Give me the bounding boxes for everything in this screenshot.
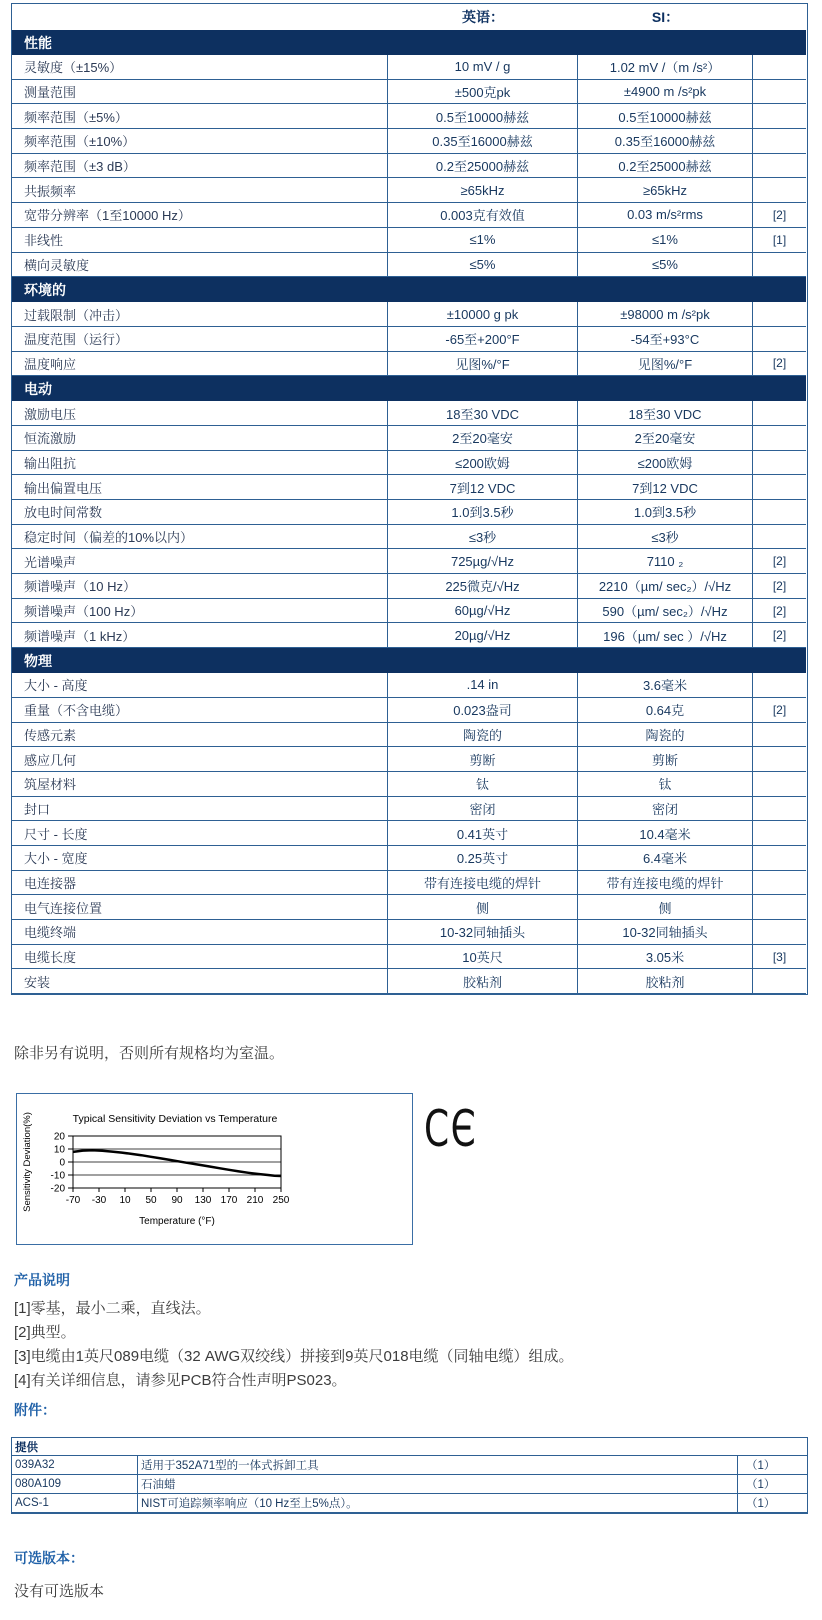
spec-label: 测量范围 bbox=[12, 80, 388, 105]
spec-value-english: ≤200欧姆 bbox=[388, 451, 578, 476]
spec-value-english: 725µg/√Hz bbox=[388, 549, 578, 574]
spec-value-si: ≤1% bbox=[578, 228, 753, 253]
spec-label: 频谱噪声（100 Hz） bbox=[12, 599, 388, 624]
spec-value-english: 胶粘剂 bbox=[388, 969, 578, 994]
spec-label: 电缆长度 bbox=[12, 945, 388, 970]
spec-value-english: 0.25英寸 bbox=[388, 846, 578, 871]
spec-value-si: -54至+93°C bbox=[578, 327, 753, 352]
accessories-table-header: 提供 bbox=[12, 1438, 807, 1456]
spec-value-si: 见图%/°F bbox=[578, 352, 753, 377]
spec-value-si: ±98000 m /s²pk bbox=[578, 302, 753, 327]
optional-versions-text: 没有可选版本 bbox=[14, 1583, 105, 1600]
spec-note-ref bbox=[753, 797, 806, 822]
room-temperature-note: 除非另有说明，否则所有规格均为室温。 bbox=[14, 1045, 285, 1062]
spec-value-english: ≤3秒 bbox=[388, 525, 578, 550]
spec-value-si: 2至20毫安 bbox=[578, 426, 753, 451]
chart-ytick-label: 20 bbox=[53, 1131, 65, 1143]
spec-note-ref bbox=[753, 920, 806, 945]
spec-label: 非线性 bbox=[12, 228, 388, 253]
spec-note-ref: [3] bbox=[753, 945, 806, 970]
spec-label: 激励电压 bbox=[12, 401, 388, 426]
spec-note-ref bbox=[753, 178, 806, 203]
spec-value-si: 0.64克 bbox=[578, 698, 753, 723]
spec-value-english: 密闭 bbox=[388, 797, 578, 822]
sensitivity-deviation-chart bbox=[16, 1093, 413, 1245]
spec-label: 尺寸 - 长度 bbox=[12, 821, 388, 846]
spec-note-ref bbox=[753, 401, 806, 426]
spec-note-ref bbox=[753, 500, 806, 525]
spec-label: 灵敏度（±15%） bbox=[12, 55, 388, 80]
chart-series-line bbox=[73, 1150, 281, 1176]
chart-xlabel: Temperature (°F) bbox=[139, 1216, 215, 1227]
spec-value-english: 剪断 bbox=[388, 747, 578, 772]
spec-value-english: 0.35至16000赫兹 bbox=[388, 129, 578, 154]
spec-note-ref bbox=[753, 846, 806, 871]
spec-value-si: 侧 bbox=[578, 895, 753, 920]
spec-value-si: 10-32同轴插头 bbox=[578, 920, 753, 945]
chart-ytick-label: 0 bbox=[59, 1157, 65, 1169]
spec-value-si: 密闭 bbox=[578, 797, 753, 822]
spec-col-label-spacer bbox=[12, 4, 388, 30]
accessory-description: 石油蜡 bbox=[138, 1475, 738, 1494]
spec-value-english: 钛 bbox=[388, 772, 578, 797]
accessory-code: 039A32 bbox=[12, 1456, 138, 1475]
spec-value-english: 0.2至25000赫兹 bbox=[388, 154, 578, 179]
spec-label: 频谱噪声（10 Hz） bbox=[12, 574, 388, 599]
spec-label: 电气连接位置 bbox=[12, 895, 388, 920]
spec-value-si: 钛 bbox=[578, 772, 753, 797]
chart-xtick-label: -70 bbox=[65, 1195, 81, 1206]
spec-value-si: 2210（µm/ sec₂）/√Hz bbox=[578, 574, 753, 599]
spec-value-si: 0.5至10000赫兹 bbox=[578, 104, 753, 129]
accessory-qty: （1） bbox=[738, 1456, 807, 1475]
spec-value-english: 侧 bbox=[388, 895, 578, 920]
spec-label: 恒流激励 bbox=[12, 426, 388, 451]
spec-value-si: 7到12 VDC bbox=[578, 475, 753, 500]
spec-label: 大小 - 高度 bbox=[12, 673, 388, 698]
spec-value-si: 10.4毫米 bbox=[578, 821, 753, 846]
spec-label: 温度范围（运行） bbox=[12, 327, 388, 352]
spec-label: 安装 bbox=[12, 969, 388, 994]
ce-mark: CЄ bbox=[424, 1100, 478, 1158]
chart-ytick-label: 10 bbox=[53, 1144, 65, 1156]
spec-value-si: ≥65kHz bbox=[578, 178, 753, 203]
accessory-description: NIST可追踪频率响应（10 Hz至上5%点）。 bbox=[138, 1494, 738, 1513]
spec-value-english: ±500克pk bbox=[388, 80, 578, 105]
spec-value-english: 225微克/√Hz bbox=[388, 574, 578, 599]
spec-value-english: 带有连接电缆的焊针 bbox=[388, 871, 578, 896]
chart-ytick-label: -10 bbox=[50, 1170, 65, 1182]
accessory-code: 080A109 bbox=[12, 1475, 138, 1494]
spec-value-si: 1.0到3.5秒 bbox=[578, 500, 753, 525]
chart-xtick-label: 90 bbox=[171, 1195, 183, 1206]
spec-value-si: 0.2至25000赫兹 bbox=[578, 154, 753, 179]
accessories-table bbox=[11, 1437, 808, 1514]
spec-note-ref bbox=[753, 327, 806, 352]
spec-value-english: 0.5至10000赫兹 bbox=[388, 104, 578, 129]
chart-xtick-label: 210 bbox=[246, 1195, 264, 1206]
product-note-1: [1]零基，最小二乘，直线法。 bbox=[14, 1300, 211, 1317]
spec-value-si: 0.03 m/s²rms bbox=[578, 203, 753, 228]
spec-note-ref bbox=[753, 772, 806, 797]
spec-label: 传感元素 bbox=[12, 723, 388, 748]
spec-label: 宽带分辨率（1至10000 Hz） bbox=[12, 203, 388, 228]
spec-col-header-english: 英语： bbox=[462, 9, 504, 25]
spec-table bbox=[11, 3, 808, 995]
chart-xtick-label: 170 bbox=[220, 1195, 238, 1206]
spec-value-si: 3.6毫米 bbox=[578, 673, 753, 698]
spec-note-ref: [2] bbox=[753, 574, 806, 599]
spec-label: 横向灵敏度 bbox=[12, 253, 388, 278]
spec-note-ref bbox=[753, 895, 806, 920]
spec-value-si: ≤5% bbox=[578, 253, 753, 278]
spec-note-ref bbox=[753, 723, 806, 748]
spec-label: 光谱噪声 bbox=[12, 549, 388, 574]
spec-note-ref bbox=[753, 969, 806, 994]
spec-value-english: .14 in bbox=[388, 673, 578, 698]
spec-value-english: ≤5% bbox=[388, 253, 578, 278]
spec-label: 稳定时间（偏差的10%以内） bbox=[12, 525, 388, 550]
accessory-qty: （1） bbox=[738, 1494, 807, 1513]
spec-value-english: 1.0到3.5秒 bbox=[388, 500, 578, 525]
spec-value-english: 10英尺 bbox=[388, 945, 578, 970]
spec-value-si: 590（µm/ sec₂）/√Hz bbox=[578, 599, 753, 624]
spec-label: 输出阻抗 bbox=[12, 451, 388, 476]
spec-note-ref bbox=[753, 55, 806, 80]
spec-label: 电缆终端 bbox=[12, 920, 388, 945]
accessory-code: ACS-1 bbox=[12, 1494, 138, 1513]
accessory-qty: （1） bbox=[738, 1475, 807, 1494]
chart-xtick-label: 250 bbox=[272, 1195, 290, 1206]
spec-value-english: 2至20毫安 bbox=[388, 426, 578, 451]
spec-value-si: 胶粘剂 bbox=[578, 969, 753, 994]
spec-col-note-spacer bbox=[753, 4, 806, 30]
product-notes-list bbox=[14, 1297, 574, 1393]
chart-xtick-label: -30 bbox=[91, 1195, 107, 1206]
spec-value-english: 20µg/√Hz bbox=[388, 623, 578, 648]
spec-label: 频率范围（±5%） bbox=[12, 104, 388, 129]
spec-label: 共振频率 bbox=[12, 178, 388, 203]
spec-label: 感应几何 bbox=[12, 747, 388, 772]
spec-note-ref bbox=[753, 871, 806, 896]
chart-ytick-label: -20 bbox=[50, 1183, 65, 1195]
spec-note-ref bbox=[753, 821, 806, 846]
spec-value-english: ≤1% bbox=[388, 228, 578, 253]
optional-versions-heading: 可选版本： bbox=[14, 1550, 84, 1566]
chart-xtick-label: 130 bbox=[194, 1195, 212, 1206]
accessory-description: 适用于352A71型的一体式拆卸工具 bbox=[138, 1456, 738, 1475]
spec-label: 过载限制（冲击） bbox=[12, 302, 388, 327]
spec-value-si: 0.35至16000赫兹 bbox=[578, 129, 753, 154]
spec-note-ref bbox=[753, 747, 806, 772]
spec-value-si: ≤3秒 bbox=[578, 525, 753, 550]
product-note-2: [2]典型。 bbox=[14, 1324, 76, 1341]
section-header: 性能 bbox=[12, 30, 806, 55]
spec-note-ref bbox=[753, 253, 806, 278]
spec-note-ref: [1] bbox=[753, 228, 806, 253]
spec-col-header-si: SI： bbox=[651, 9, 680, 25]
spec-value-si: 18至30 VDC bbox=[578, 401, 753, 426]
spec-note-ref: [2] bbox=[753, 352, 806, 377]
spec-value-si: 7110 ₂ bbox=[578, 549, 753, 574]
accessories-heading: 附件： bbox=[14, 1402, 56, 1418]
spec-value-english: 0.023盎司 bbox=[388, 698, 578, 723]
spec-value-si: 剪断 bbox=[578, 747, 753, 772]
spec-value-english: 18至30 VDC bbox=[388, 401, 578, 426]
spec-value-si: 陶瓷的 bbox=[578, 723, 753, 748]
product-note-3: [3]电缆由1英尺089电缆（32 AWG双绞线）拼接到9英尺018电缆（同轴电缆）组成。 bbox=[14, 1348, 574, 1365]
product-note-4: [4]有关详细信息，请参见PCB符合性声明PS023。 bbox=[14, 1372, 347, 1389]
spec-label: 温度响应 bbox=[12, 352, 388, 377]
spec-label: 频谱噪声（1 kHz） bbox=[12, 623, 388, 648]
spec-label: 频率范围（±3 dB） bbox=[12, 154, 388, 179]
spec-label: 频率范围（±10%） bbox=[12, 129, 388, 154]
spec-value-english: 陶瓷的 bbox=[388, 723, 578, 748]
spec-value-english: ≥65kHz bbox=[388, 178, 578, 203]
chart-xtick-label: 50 bbox=[145, 1195, 157, 1206]
spec-value-english: 见图%/°F bbox=[388, 352, 578, 377]
spec-value-si: ≤200欧姆 bbox=[578, 451, 753, 476]
spec-label: 筑屋材料 bbox=[12, 772, 388, 797]
chart-ylabel: Sensitivity Deviation(%) bbox=[22, 1112, 33, 1212]
spec-label: 大小 - 宽度 bbox=[12, 846, 388, 871]
spec-value-english: 0.41英寸 bbox=[388, 821, 578, 846]
spec-value-si: 6.4毫米 bbox=[578, 846, 753, 871]
section-header: 环境的 bbox=[12, 277, 806, 302]
spec-note-ref: [2] bbox=[753, 698, 806, 723]
spec-value-si: 3.05米 bbox=[578, 945, 753, 970]
spec-value-english: -65至+200°F bbox=[388, 327, 578, 352]
spec-note-ref: [2] bbox=[753, 623, 806, 648]
spec-label: 重量（不含电缆） bbox=[12, 698, 388, 723]
spec-value-english: 60µg/√Hz bbox=[388, 599, 578, 624]
spec-note-ref bbox=[753, 129, 806, 154]
spec-value-si: 196（µm/ sec ）/√Hz bbox=[578, 623, 753, 648]
spec-note-ref bbox=[753, 451, 806, 476]
spec-label: 电连接器 bbox=[12, 871, 388, 896]
spec-value-si: 1.02 mV /（m /s²） bbox=[578, 55, 753, 80]
product-notes-heading: 产品说明 bbox=[14, 1272, 70, 1288]
spec-value-english: 0.003克有效值 bbox=[388, 203, 578, 228]
spec-note-ref bbox=[753, 426, 806, 451]
spec-note-ref bbox=[753, 104, 806, 129]
spec-value-english: 10-32同轴插头 bbox=[388, 920, 578, 945]
spec-value-si: 带有连接电缆的焊针 bbox=[578, 871, 753, 896]
spec-label: 放电时间常数 bbox=[12, 500, 388, 525]
spec-note-ref bbox=[753, 80, 806, 105]
spec-note-ref: [2] bbox=[753, 549, 806, 574]
spec-note-ref bbox=[753, 525, 806, 550]
spec-note-ref bbox=[753, 302, 806, 327]
spec-note-ref bbox=[753, 154, 806, 179]
spec-label: 封口 bbox=[12, 797, 388, 822]
chart-xtick-label: 10 bbox=[119, 1195, 131, 1206]
section-header: 物理 bbox=[12, 648, 806, 673]
spec-value-si: ±4900 m /s²pk bbox=[578, 80, 753, 105]
chart-title: Typical Sensitivity Deviation vs Temperature bbox=[72, 1113, 278, 1125]
spec-value-english: 10 mV / g bbox=[388, 55, 578, 80]
spec-label: 输出偏置电压 bbox=[12, 475, 388, 500]
spec-note-ref: [2] bbox=[753, 203, 806, 228]
spec-value-english: ±10000 g pk bbox=[388, 302, 578, 327]
chart-canvas bbox=[17, 1094, 412, 1244]
spec-note-ref bbox=[753, 475, 806, 500]
spec-value-english: 7到12 VDC bbox=[388, 475, 578, 500]
spec-note-ref: [2] bbox=[753, 599, 806, 624]
spec-note-ref bbox=[753, 673, 806, 698]
section-header: 电动 bbox=[12, 376, 806, 401]
